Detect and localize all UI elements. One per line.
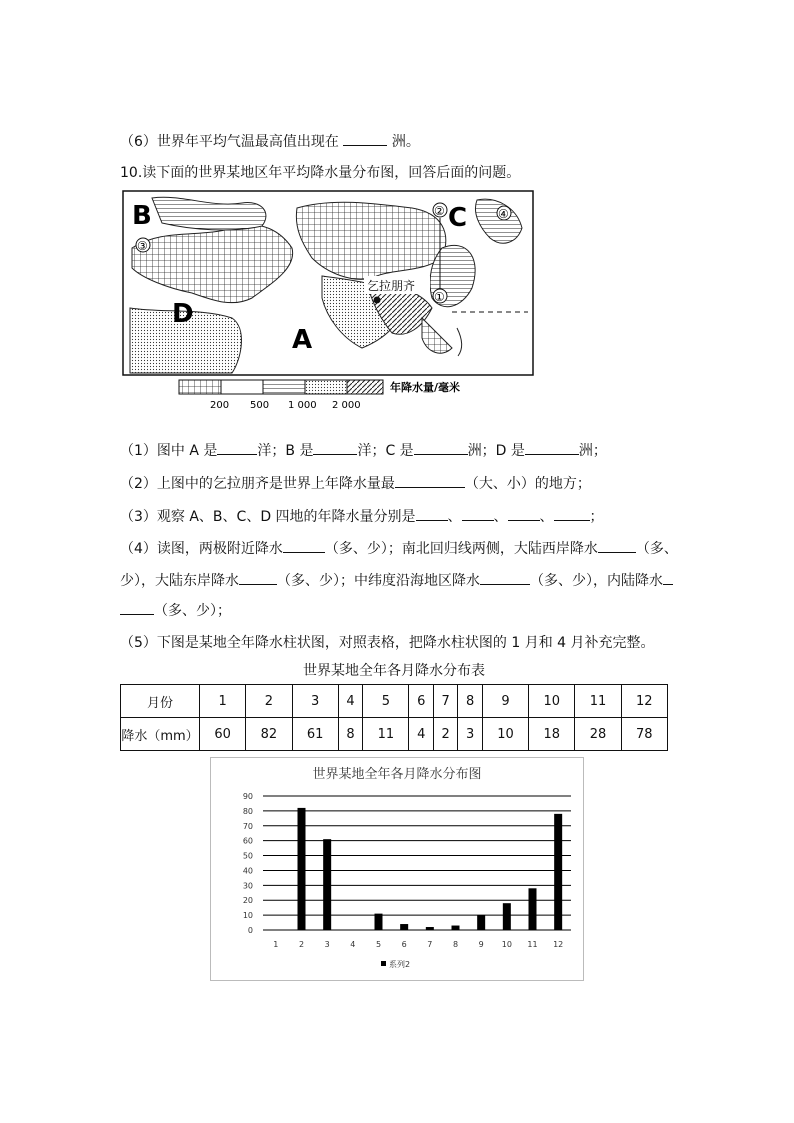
table-title: 世界某地全年各月降水分布表 <box>303 663 485 679</box>
q3-blank-C[interactable] <box>508 506 540 521</box>
x-tick-label: 2 <box>298 940 305 949</box>
q4-blank-coastal[interactable] <box>480 570 530 585</box>
q2-text: （2）上图中的乞拉朋齐是世界上年降水量最 <box>120 476 395 492</box>
bar-month-7 <box>426 927 434 930</box>
x-tick-label: 12 <box>553 940 564 949</box>
table-cell: 28 <box>575 718 621 751</box>
table-cell: 8 <box>338 718 362 751</box>
label-A: A <box>292 325 313 355</box>
bar-month-11 <box>529 888 537 930</box>
legend-unit: 年降水量/毫米 <box>390 381 461 394</box>
table-cell: 6 <box>409 685 433 718</box>
table-cell: 12 <box>621 685 667 718</box>
q4-text: 少），大陆东岸降水 <box>120 573 239 589</box>
table-cell: 2 <box>433 718 457 751</box>
rain-table <box>120 684 668 751</box>
table-cell: 4 <box>409 718 433 751</box>
chart-x-ticks <box>273 940 563 949</box>
bar-month-5 <box>375 914 383 930</box>
q4-blank-poles[interactable] <box>283 538 325 553</box>
q1-blank-A[interactable] <box>217 440 257 455</box>
marker-4: ④ <box>498 207 509 221</box>
chart-title: 世界某地全年各月降水分布图 <box>312 767 482 782</box>
q3-sep: 、 <box>447 509 462 525</box>
q3-line <box>120 506 604 526</box>
table-cell: 11 <box>575 685 621 718</box>
y-tick-label: 70 <box>242 821 253 831</box>
q6-line <box>120 131 420 151</box>
q4-text: （多、少）；南北回归线两侧，大陆西岸降水 <box>324 541 598 557</box>
chart-y-ticks <box>243 792 253 935</box>
x-tick-label: 9 <box>478 940 484 949</box>
bar-month-8 <box>452 926 460 930</box>
table-cell: 10 <box>482 718 528 751</box>
legend-label: 系列2 <box>389 960 411 969</box>
label-C: C <box>448 203 468 233</box>
q6-blank[interactable] <box>343 131 387 146</box>
table-cell: 8 <box>458 685 482 718</box>
table-row-rain <box>121 718 668 751</box>
y-tick-label: 10 <box>242 911 253 921</box>
x-tick-label: 8 <box>452 940 459 949</box>
table-cell: 7 <box>433 685 457 718</box>
x-tick-label: 7 <box>427 940 433 949</box>
table-cell: 18 <box>529 718 575 751</box>
y-tick-label: 40 <box>242 866 253 876</box>
marker-1: ① <box>434 290 445 304</box>
q3-blank-A[interactable] <box>416 506 448 521</box>
q1-blank-B[interactable] <box>313 440 357 455</box>
q1-text: 洲； <box>578 443 607 459</box>
bar-month-3 <box>323 839 331 930</box>
q1-text: 洲；D 是 <box>467 443 525 459</box>
bar-month-12 <box>554 814 562 930</box>
x-tick-label: 5 <box>375 940 382 949</box>
q4-line1 <box>120 538 678 558</box>
table-header-month: 月份 <box>121 685 200 718</box>
city-dot <box>374 297 381 304</box>
map-legend <box>179 380 460 411</box>
table-cell: 82 <box>246 718 292 751</box>
y-tick-label: 20 <box>242 896 253 906</box>
bar-month-2 <box>298 808 306 930</box>
y-tick-label: 60 <box>242 836 253 846</box>
x-tick-label: 6 <box>401 940 407 949</box>
table-cell: 5 <box>363 685 409 718</box>
q4-blank-inland-b[interactable] <box>120 600 154 615</box>
q5-line: （5）下图是某地全年降水柱状图，对照表格，把降水柱状图的 1 月和 4 月补充完整。 <box>120 635 655 651</box>
q3-blank-D[interactable] <box>554 506 590 521</box>
bar-month-9 <box>477 915 485 930</box>
table-cell: 78 <box>621 718 667 751</box>
q4-line2 <box>120 570 673 590</box>
q10-title: 10.读下面的世界某地区年平均降水量分布图，回答后面的问题。 <box>120 165 521 181</box>
q1-blank-D[interactable] <box>525 440 579 455</box>
x-tick-label: 11 <box>527 940 538 949</box>
q4-text: （多、少）；中纬度沿海地区降水 <box>277 573 480 589</box>
x-tick-label: 1 <box>273 940 279 949</box>
q6-suffix: 洲。 <box>391 134 420 150</box>
legend-tick: 2 000 <box>332 400 361 411</box>
label-D: D <box>172 299 194 329</box>
q6-text: （6）世界年平均气温最高值出现在 <box>120 134 339 150</box>
label-B: B <box>132 201 152 231</box>
table-header-rain: 降水（mm） <box>121 718 200 751</box>
q3-sep: 、 <box>493 509 508 525</box>
q3-sep: 、 <box>539 509 554 525</box>
q3-blank-B[interactable] <box>462 506 494 521</box>
y-tick-label: 0 <box>247 926 253 935</box>
q2-line <box>120 473 591 493</box>
y-tick-label: 30 <box>242 881 253 891</box>
table-row-month <box>121 685 668 718</box>
x-tick-label: 4 <box>350 940 356 949</box>
chart-grid <box>263 796 571 930</box>
table-cell: 9 <box>482 685 528 718</box>
x-tick-label: 3 <box>324 940 330 949</box>
table-cell: 3 <box>458 718 482 751</box>
q1-text: 洋；B 是 <box>257 443 314 459</box>
rain-bar-chart <box>210 757 584 981</box>
table-cell: 1 <box>200 685 246 718</box>
y-tick-label: 80 <box>242 806 253 816</box>
q3-text: （3）观察 A、B、C、D 四地的年降水量分别是 <box>120 509 416 525</box>
city-label: 乞拉朋齐 <box>367 279 416 293</box>
q4-blank-east[interactable] <box>239 570 277 585</box>
table-cell: 4 <box>338 685 362 718</box>
bar-month-6 <box>400 924 408 930</box>
q4-text: （4）读图，两极附近降水 <box>120 541 283 557</box>
q4-blank-west[interactable] <box>598 538 636 553</box>
q3-end: ； <box>589 509 604 525</box>
q2-text: （大、小）的地方； <box>464 476 591 492</box>
q4-text: （多、 <box>635 541 678 557</box>
legend-tick: 500 <box>250 400 270 411</box>
legend-swatch <box>381 961 386 966</box>
q2-blank[interactable] <box>395 473 465 488</box>
table-cell: 3 <box>292 685 338 718</box>
marker-3: ③ <box>137 239 148 253</box>
q4-blank-inland-a[interactable] <box>663 570 673 585</box>
x-tick-label: 10 <box>501 940 512 949</box>
precipitation-map <box>122 188 538 416</box>
bar-month-10 <box>503 903 511 930</box>
q4-text: （多、少）； <box>154 603 231 619</box>
table-cell: 10 <box>529 685 575 718</box>
table-cell: 61 <box>292 718 338 751</box>
legend-tick: 200 <box>210 400 230 411</box>
q4-text: （多、少），内陆降水 <box>530 573 663 589</box>
q1-blank-C[interactable] <box>414 440 468 455</box>
q1-text: （1）图中 A 是 <box>120 443 218 459</box>
q1-line <box>120 440 607 460</box>
marker-2: ② <box>434 204 445 218</box>
table-cell: 60 <box>200 718 246 751</box>
table-cell: 11 <box>363 718 409 751</box>
q4-line3 <box>120 600 231 620</box>
table-cell: 2 <box>246 685 292 718</box>
y-tick-label: 50 <box>242 851 253 861</box>
legend-tick: 1 000 <box>288 400 317 411</box>
y-tick-label: 90 <box>242 792 253 801</box>
q1-text: 洋；C 是 <box>357 443 414 459</box>
